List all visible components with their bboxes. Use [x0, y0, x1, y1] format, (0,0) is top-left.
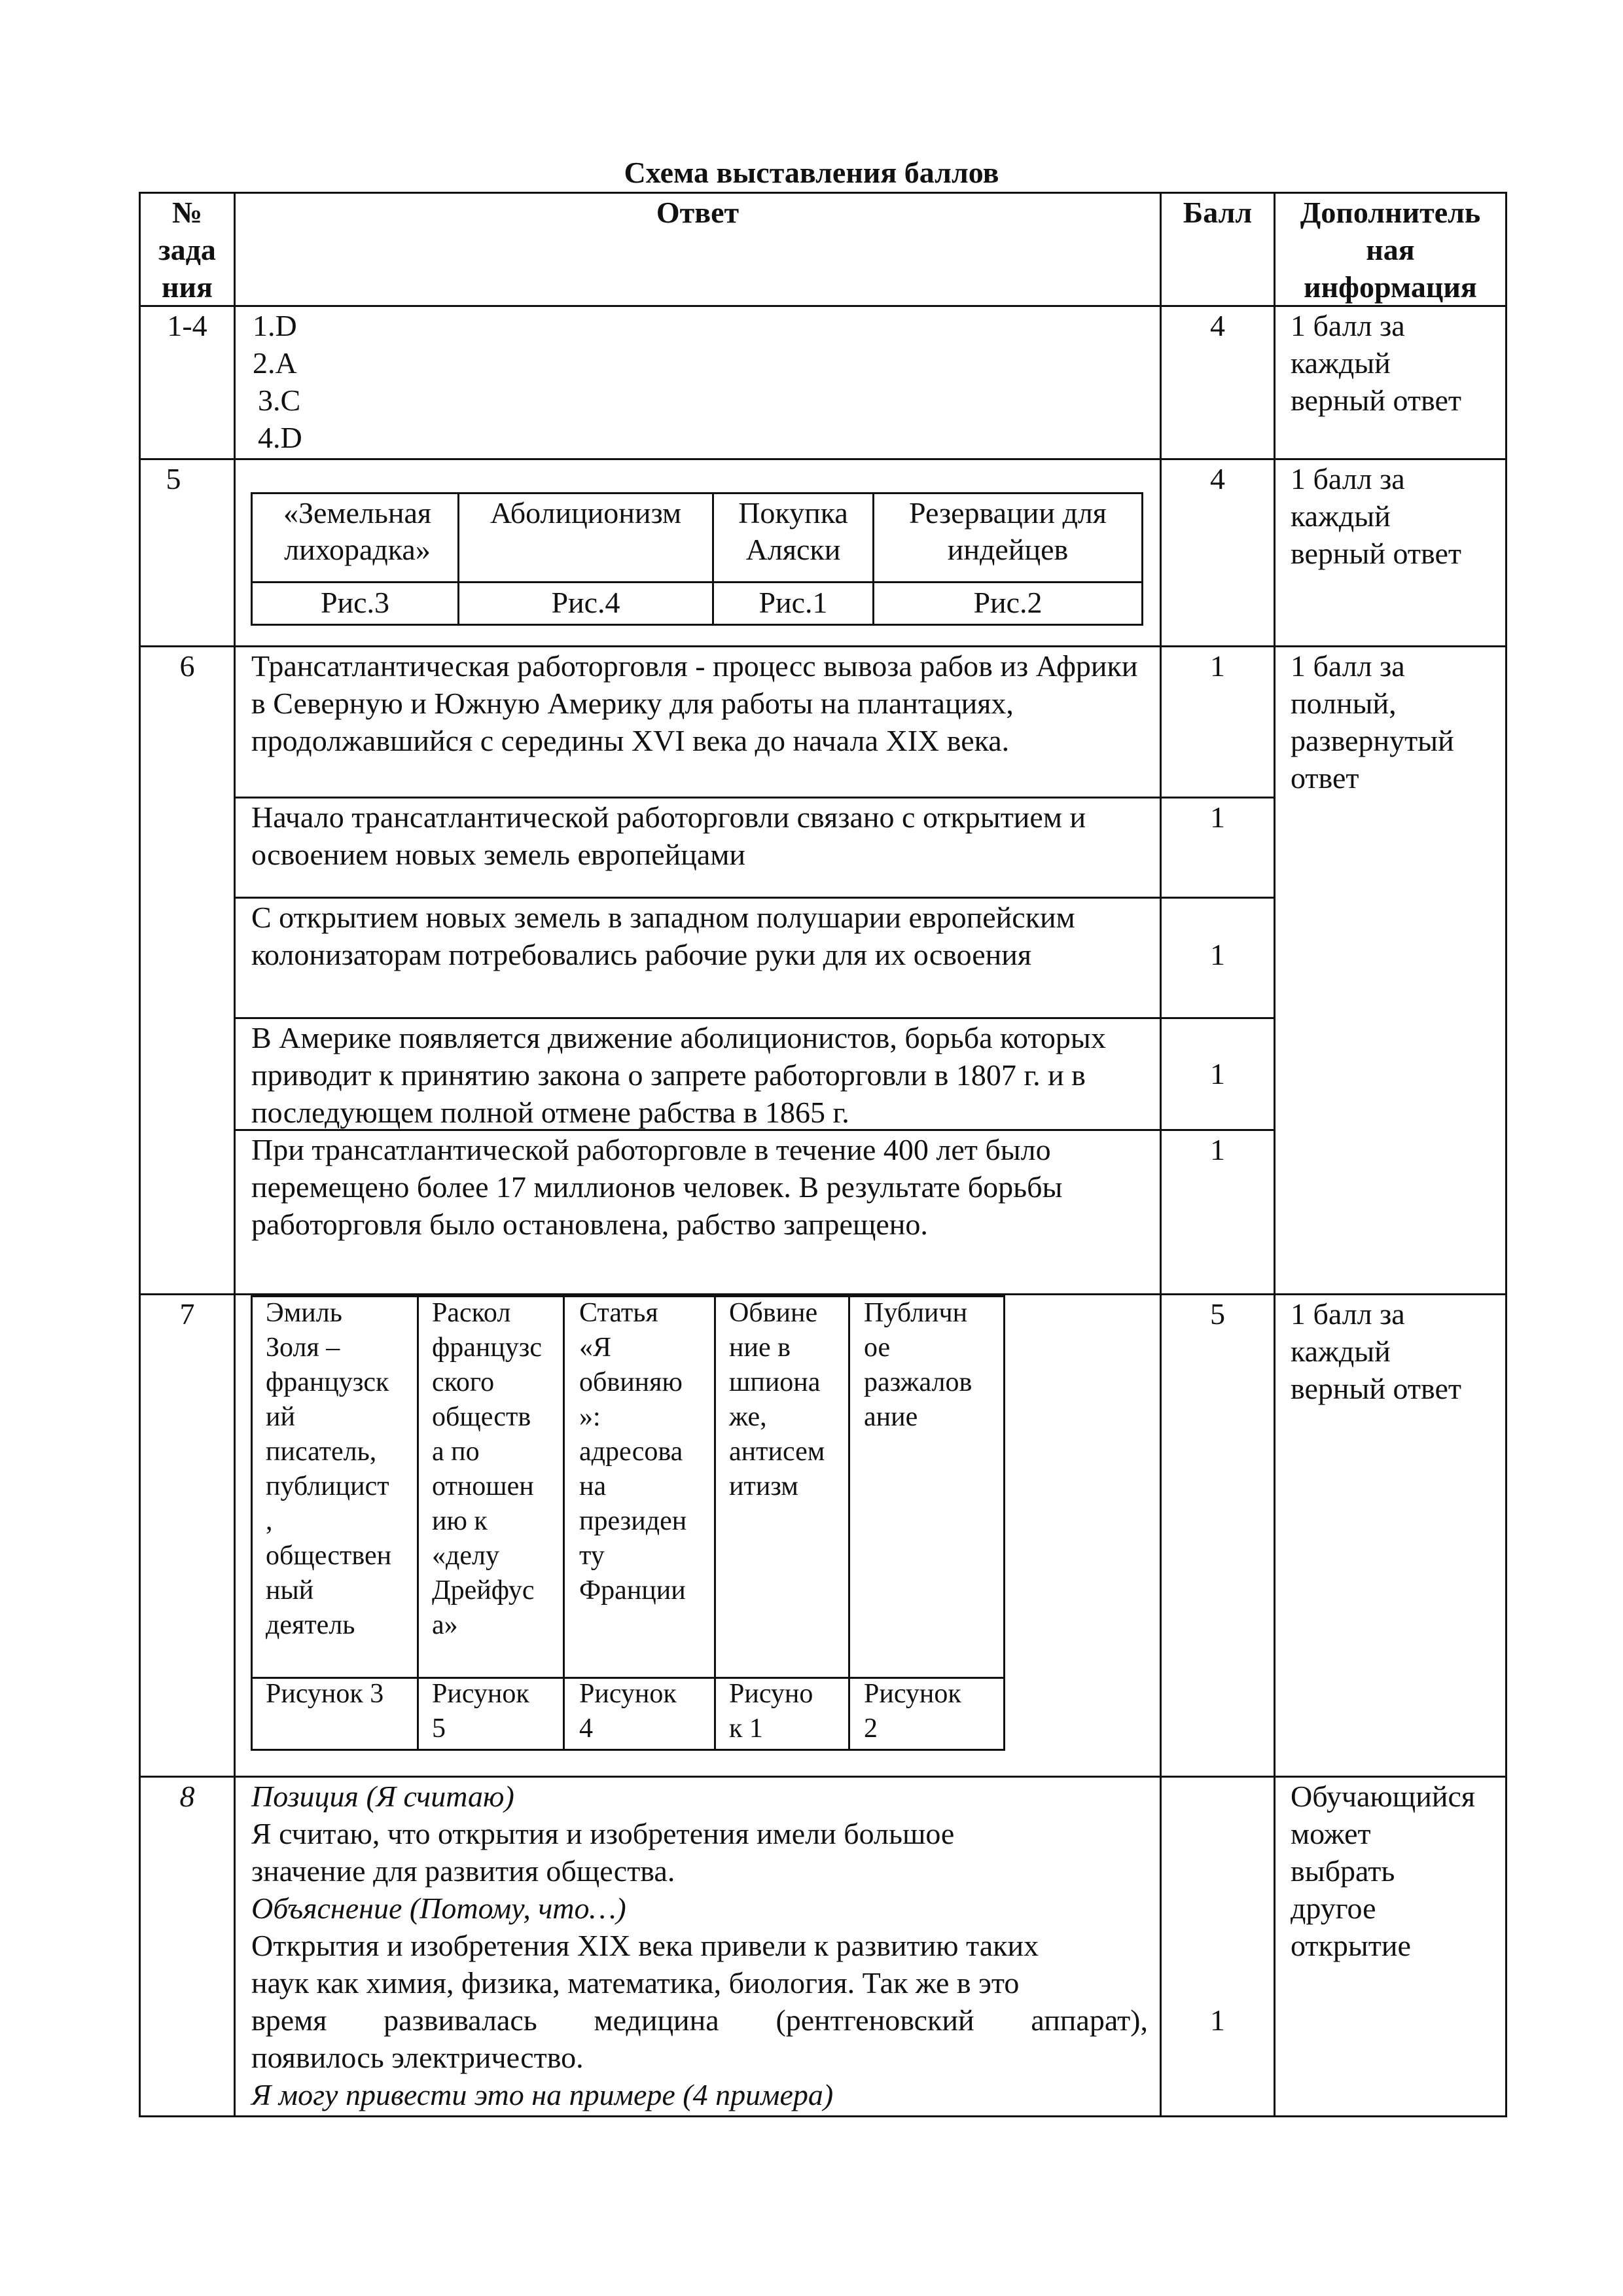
- table-cell: Обвине ние в шпиона же, антисем итизм: [729, 1298, 825, 1501]
- table-cell: Рисунок 2: [864, 1679, 961, 1744]
- row-number: 6: [179, 649, 195, 683]
- header-answer: Ответ: [656, 196, 740, 229]
- extra-info: Обучающийся может выбрать другое открытие: [1291, 1780, 1476, 1962]
- table-cell: Рис.2: [973, 586, 1043, 619]
- score-value: 4: [1210, 462, 1225, 495]
- row-number: 8: [179, 1780, 195, 1813]
- score-value: 1: [1210, 938, 1225, 971]
- answer-part: Трансатлантическая работорговля - процесс вывоза рабов из Африки в Северную и Южную Америку для работы на плантациях, продолжавшийся с середины XVI века до начала XIX века.: [251, 649, 1138, 757]
- example-label: Я могу привести это на примере (4 примера): [251, 2078, 834, 2111]
- table-cell: Аболиционизм: [490, 496, 682, 529]
- score-value: 1: [1210, 649, 1225, 683]
- table-cell: Рисунок 3: [266, 1679, 384, 1709]
- row-number: 1-4: [167, 309, 207, 342]
- answer-list: 1.D 2.A 3.C 4.D: [253, 309, 302, 454]
- table-cell: Рис.3: [320, 586, 390, 619]
- score-value: 1: [1210, 2003, 1225, 2037]
- score-value: 1: [1210, 1057, 1225, 1090]
- explain-label: Объяснение (Потому, что…): [251, 1892, 626, 1925]
- table-cell: Статья «Я обвиняю »: адресова на президен ту Франции: [579, 1298, 687, 1605]
- header-extra: Дополнитель ная информация: [1300, 196, 1481, 304]
- table-cell: Резервации для индейцев: [909, 496, 1107, 566]
- page-title: Схема выставления баллов: [624, 156, 999, 189]
- header-num: № зада ния: [158, 196, 216, 304]
- row-number: 7: [179, 1297, 195, 1331]
- header-score: Балл: [1183, 196, 1253, 229]
- table-cell: Рисунок 4: [579, 1679, 677, 1744]
- row-number: 5: [166, 462, 181, 495]
- table-cell: Публичн ое разжалов ание: [864, 1298, 972, 1432]
- table-cell: Эмиль Золя – французск ий писатель, публицист , обществен ный деятель: [266, 1298, 392, 1640]
- score-value: 1: [1210, 800, 1225, 834]
- table-cell: Рис.1: [758, 586, 828, 619]
- table-cell: «Земельная лихорадка»: [283, 496, 432, 566]
- score-value: 4: [1210, 309, 1225, 342]
- essay-answer: Позиция (Я считаю) Я считаю, что открытия и изобретения имели большое значение для развития общества. Объяснение (Потому, что…) Открытия и изобретения XIX века привели к развитию таких наук как химия, физика, математика, биология. Так же в это время развивалась медицина (рентгеновский аппарат), появилось электричество. Я могу привести это на примере (4 примера): [251, 1778, 1148, 2113]
- score-value: 1: [1210, 1133, 1225, 1166]
- answer-part: С открытием новых земель в западном полушарии европейским колонизаторам потребовались рабочие руки для их освоения: [251, 901, 1075, 971]
- table-cell: Рисуно к 1: [729, 1679, 813, 1744]
- position-label: Позиция (Я считаю): [251, 1780, 514, 1813]
- table-cell: Рисунок 5: [432, 1679, 529, 1744]
- table-cell: Рис.4: [551, 586, 620, 619]
- extra-info: 1 балл за полный, развернутый ответ: [1291, 649, 1454, 795]
- table-cell: Раскол французс ского обществ а по отношен ию к «делу Дрейфус а»: [432, 1298, 543, 1640]
- answer-part: В Америке появляется движение аболиционистов, борьба которых приводит к принятию закона о запрете работорговли в 1807 г. и в последующем полной отмене рабства в 1865 г.: [251, 1021, 1106, 1129]
- answer-part: При трансатлантической работорговле в течение 400 лет было перемещено более 17 миллионов человек. В результате борьбы работорговля было остановлена, рабство запрещено.: [251, 1133, 1063, 1241]
- extra-info: 1 балл за каждый верный ответ: [1291, 1297, 1461, 1405]
- answer-part: Начало трансатлантической работорговли связано с открытием и освоением новых земель европейцами: [251, 800, 1086, 871]
- extra-info: 1 балл за каждый верный ответ: [1291, 309, 1461, 417]
- extra-info: 1 балл за каждый верный ответ: [1291, 462, 1461, 570]
- table-cell: Покупка Аляски: [738, 496, 848, 566]
- score-value: 5: [1210, 1297, 1225, 1331]
